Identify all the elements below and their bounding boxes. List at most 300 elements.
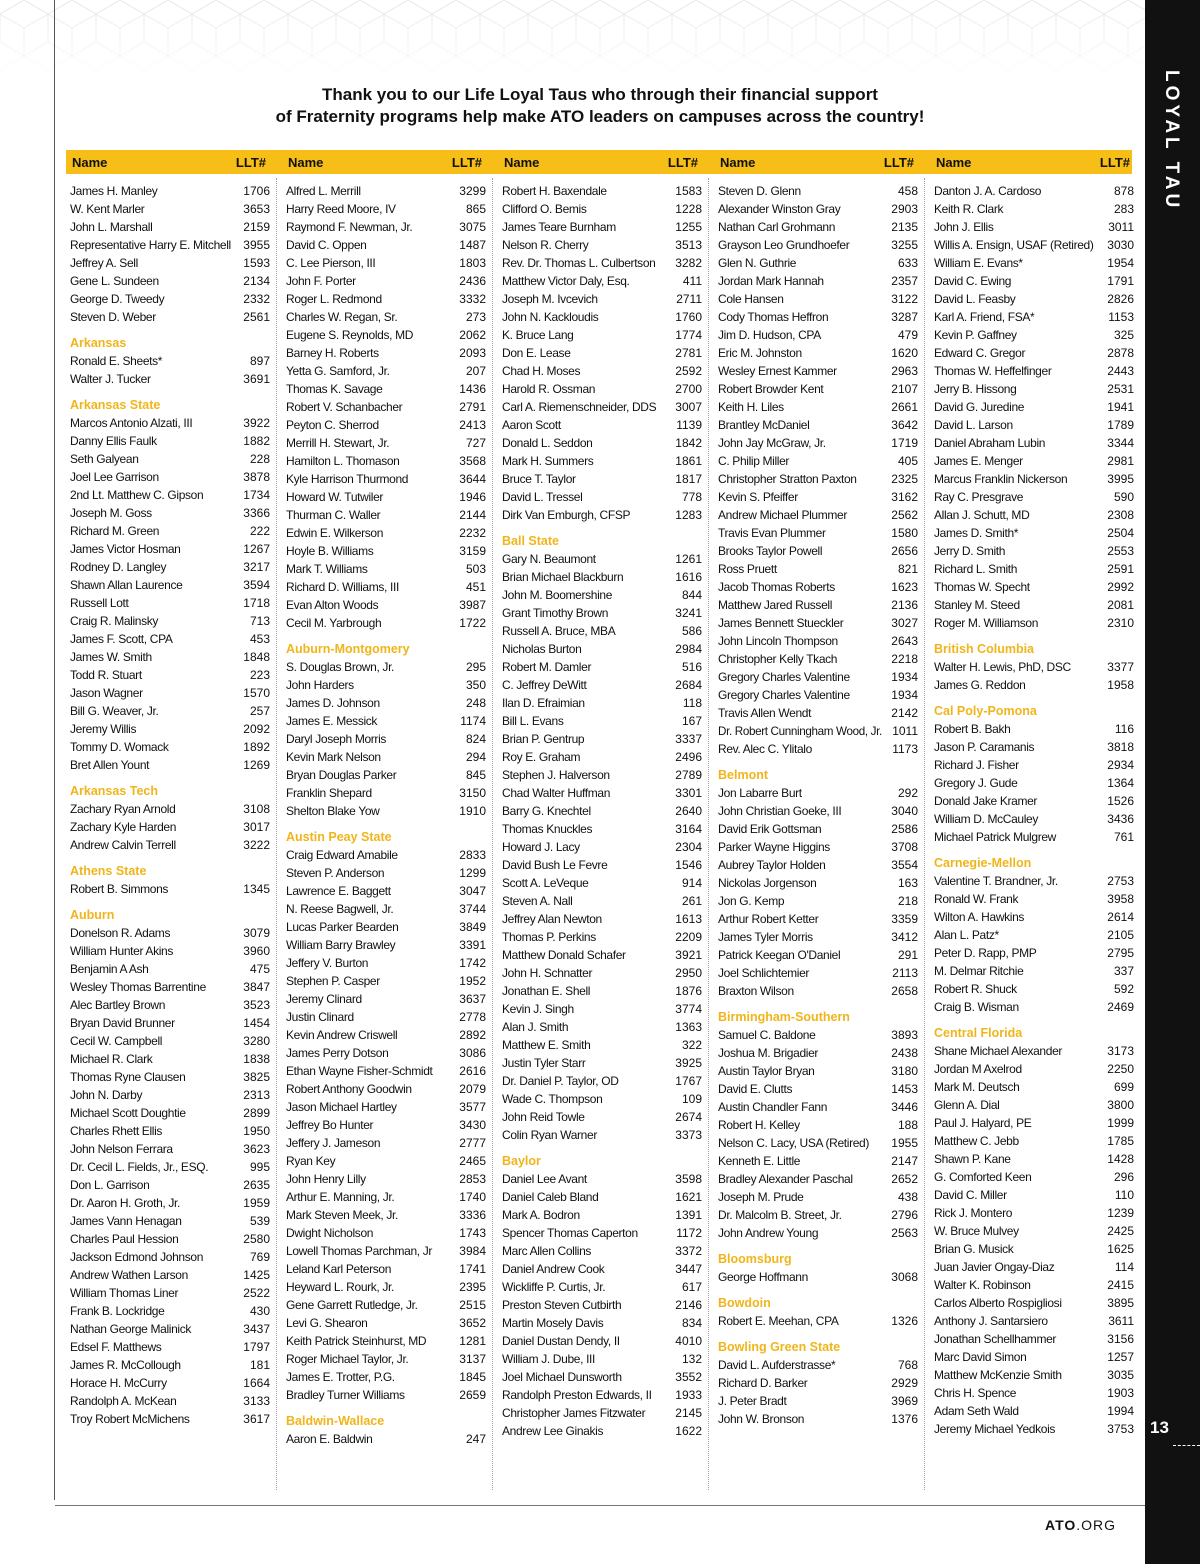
- member-name: Joseph M. Prude: [718, 1190, 804, 1204]
- llt-number: 1950: [243, 1124, 270, 1138]
- member-name: Lucas Parker Bearden: [286, 920, 399, 934]
- member-name: Grayson Leo Grundhoefer: [718, 238, 850, 252]
- member-name: Mark T. Williams: [286, 562, 368, 576]
- chapter-heading: Baylor: [502, 1154, 541, 1168]
- llt-number: 3180: [891, 1064, 918, 1078]
- member-row: [66, 1086, 272, 1104]
- llt-number: 2553: [1107, 544, 1134, 558]
- llt-number: 1706: [243, 184, 270, 198]
- member-row: [930, 416, 1136, 434]
- member-name: Robert E. Meehan, CPA: [718, 1314, 839, 1328]
- member-row: [282, 290, 488, 308]
- llt-number: 350: [465, 678, 486, 692]
- member-row: [498, 1260, 704, 1278]
- llt-number: 167: [681, 714, 702, 728]
- llt-number: 3708: [891, 840, 918, 854]
- member-row: [498, 730, 704, 748]
- member-row: [282, 1242, 488, 1260]
- llt-number: 2531: [1107, 382, 1134, 396]
- member-row: [282, 1368, 488, 1386]
- member-name: Daniel Andrew Cook: [502, 1262, 605, 1276]
- member-name: Jerry B. Hissong: [934, 382, 1017, 396]
- member-name: Bradley Alexander Paschal: [718, 1172, 853, 1186]
- name-header: Name: [72, 154, 108, 170]
- member-row: [930, 998, 1136, 1016]
- llt-number: 821: [897, 562, 918, 576]
- member-name: Yetta G. Samford, Jr.: [286, 364, 390, 378]
- llt-number: 3818: [1107, 740, 1134, 754]
- member-row: [714, 326, 920, 344]
- llt-number: 3373: [675, 1128, 702, 1142]
- llt-number: 3878: [243, 470, 270, 484]
- llt-number: 1526: [1107, 794, 1134, 808]
- member-row: [714, 1152, 920, 1170]
- llt-number: 2134: [243, 274, 270, 288]
- llt-number: 1428: [1107, 1152, 1134, 1166]
- llt-number: 1453: [891, 1082, 918, 1096]
- member-row: [66, 1176, 272, 1194]
- llt-number: 2795: [1107, 946, 1134, 960]
- llt-number: 3217: [243, 560, 270, 574]
- member-name: James D. Johnson: [286, 696, 380, 710]
- column-4: [714, 150, 920, 1428]
- member-name: Chad H. Moses: [502, 364, 581, 378]
- member-row: [930, 578, 1136, 596]
- member-row: [930, 470, 1136, 488]
- member-row: [498, 380, 704, 398]
- member-row: [714, 1312, 920, 1330]
- chapter-heading: Bowling Green State: [718, 1340, 841, 1354]
- member-row: [498, 712, 704, 730]
- llt-number: 1546: [675, 858, 702, 872]
- llt-number: 2833: [459, 848, 486, 862]
- member-name: James H. Manley: [70, 184, 158, 198]
- llt-number: 1593: [243, 256, 270, 270]
- member-name: Daniel Lee Avant: [502, 1172, 587, 1186]
- member-name: Wesley Ernest Kammer: [718, 364, 837, 378]
- llt-number: 3150: [459, 786, 486, 800]
- member-name: Daniel Dustan Dendy, II: [502, 1334, 620, 1348]
- member-name: James F. Scott, CPA: [70, 632, 173, 646]
- member-name: Jeremy Clinard: [286, 992, 362, 1006]
- member-row: [714, 560, 920, 578]
- member-name: Robert B. Simmons: [70, 882, 169, 896]
- member-row: [498, 622, 704, 640]
- member-row: [66, 1248, 272, 1266]
- member-row: [714, 254, 920, 272]
- member-name: 2nd Lt. Matthew C. Gipson: [70, 488, 204, 502]
- llt-number: 1817: [675, 472, 702, 486]
- member-row: [930, 944, 1136, 962]
- llt-number: 2209: [675, 930, 702, 944]
- member-row: [66, 576, 272, 594]
- llt-number: 3523: [243, 998, 270, 1012]
- member-name: David L. Feasby: [934, 292, 1016, 306]
- member-row: [66, 1410, 272, 1428]
- member-name: Nelson C. Lacy, USA (Retired): [718, 1136, 870, 1150]
- member-name: Ilan D. Efraimian: [502, 696, 585, 710]
- llt-number: 438: [897, 1190, 918, 1204]
- llt-number: 3995: [1107, 472, 1134, 486]
- member-name: Daryl Joseph Morris: [286, 732, 387, 746]
- member-name: Nathan Carl Grohmann: [718, 220, 836, 234]
- member-name: Dr. Cecil L. Fields, Jr., ESQ.: [70, 1160, 209, 1174]
- member-name: Peyton C. Sherrod: [286, 418, 379, 432]
- member-row: [282, 218, 488, 236]
- member-name: Edwin E. Wilkerson: [286, 526, 384, 540]
- member-row: [498, 506, 704, 524]
- member-row: [66, 272, 272, 290]
- member-name: Jonathan E. Shell: [502, 984, 591, 998]
- member-name: John N. Kackloudis: [502, 310, 599, 324]
- llt-number: 228: [249, 452, 270, 466]
- member-row: [282, 1188, 488, 1206]
- member-name: Craig R. Malinsky: [70, 614, 159, 628]
- chapter-heading: Carnegie-Mellon: [934, 856, 1032, 870]
- member-row: [930, 720, 1136, 738]
- member-row: [498, 748, 704, 766]
- member-name: Raymond F. Newman, Jr.: [286, 220, 413, 234]
- llt-number: 475: [249, 962, 270, 976]
- member-name: John F. Porter: [286, 274, 356, 288]
- llt-number: 222: [249, 524, 270, 538]
- member-name: Aaron Scott: [502, 418, 561, 432]
- member-row: [498, 362, 704, 380]
- llt-number: 2332: [243, 292, 270, 306]
- member-row: [714, 650, 920, 668]
- column-header: [714, 150, 920, 174]
- member-row: [66, 236, 272, 254]
- member-row: [282, 452, 488, 470]
- llt-number: 1299: [459, 866, 486, 880]
- llt-number: 3652: [459, 1316, 486, 1330]
- member-row: [498, 1296, 704, 1314]
- member-row: [282, 658, 488, 676]
- member-row: [498, 1072, 704, 1090]
- member-row: [498, 398, 704, 416]
- member-name: Dwight Nicholson: [286, 1226, 374, 1240]
- member-row: [714, 344, 920, 362]
- member-name: Grant Timothy Brown: [502, 606, 609, 620]
- member-name: Jeffery J. Jameson: [286, 1136, 381, 1150]
- member-name: Jeremy Willis: [70, 722, 137, 736]
- llt-number: 163: [897, 876, 918, 890]
- member-row: [714, 272, 920, 290]
- member-row: [282, 766, 488, 784]
- llt-number: 2145: [675, 1406, 702, 1420]
- member-row: [66, 648, 272, 666]
- member-row: [498, 272, 704, 290]
- llt-number: 2992: [1107, 580, 1134, 594]
- llt-number: 1363: [675, 1020, 702, 1034]
- member-row: [66, 666, 272, 684]
- llt-number: 2778: [459, 1010, 486, 1024]
- llt-number: 2425: [1107, 1224, 1134, 1238]
- llt-number: 1785: [1107, 1134, 1134, 1148]
- llt-number: 516: [681, 660, 702, 674]
- member-name: John Henry Lilly: [286, 1172, 366, 1186]
- llt-number: 2903: [891, 202, 918, 216]
- llt-number: 3366: [243, 506, 270, 520]
- llt-number: 1454: [243, 1016, 270, 1030]
- llt-number: 3642: [891, 418, 918, 432]
- member-name: J. Peter Bradt: [718, 1394, 787, 1408]
- member-name: M. Delmar Ritchie: [934, 964, 1024, 978]
- member-row: [282, 1350, 488, 1368]
- llt-number: 3047: [459, 884, 486, 898]
- member-row: [282, 524, 488, 542]
- chapter-heading: Arkansas Tech: [70, 784, 159, 798]
- member-name: Justin Clinard: [286, 1010, 354, 1024]
- llt-number: 110: [1114, 1188, 1134, 1202]
- member-row: [66, 1194, 272, 1212]
- member-name: Cecil M. Yarbrough: [286, 616, 382, 630]
- member-row: [282, 578, 488, 596]
- llt-number: 995: [249, 1160, 270, 1174]
- member-name: Jim D. Hudson, CPA: [718, 328, 821, 342]
- llt-number: 1861: [675, 454, 702, 468]
- member-row: [930, 488, 1136, 506]
- llt-number: 2413: [459, 418, 486, 432]
- member-name: Andrew Wathen Larson: [70, 1268, 188, 1282]
- member-row: [714, 704, 920, 722]
- member-row: [282, 470, 488, 488]
- llt-number: 2465: [459, 1154, 486, 1168]
- llt-number: 592: [1113, 982, 1134, 996]
- member-name: Joseph M. Ivcevich: [502, 292, 598, 306]
- llt-number: 897: [249, 354, 270, 368]
- member-name: Austin Taylor Bryan: [718, 1064, 815, 1078]
- member-row: [930, 738, 1136, 756]
- llt-number: 1257: [1107, 1350, 1134, 1364]
- member-name: Parker Wayne Higgins: [718, 840, 830, 854]
- llt-number: 292: [897, 786, 918, 800]
- llt-number: 1583: [675, 184, 702, 198]
- member-name: Carlos Alberto Rospigliosi: [934, 1296, 1062, 1310]
- member-row: [714, 290, 920, 308]
- member-name: Robert H. Kelley: [718, 1118, 800, 1132]
- member-name: Brooks Taylor Powell: [718, 544, 823, 558]
- member-name: Stephen J. Halverson: [502, 768, 610, 782]
- member-row: [930, 1330, 1136, 1348]
- column-3: [498, 150, 704, 1440]
- member-name: James R. McCollough: [70, 1358, 181, 1372]
- llt-number: 3847: [243, 980, 270, 994]
- llt-number: 3332: [459, 292, 486, 306]
- member-name: Karl A. Friend, FSA*: [934, 310, 1035, 324]
- member-name: Jon Labarre Burt: [718, 786, 802, 800]
- member-row: [498, 784, 704, 802]
- member-name: John Harders: [286, 678, 354, 692]
- member-name: Nelson R. Cherry: [502, 238, 589, 252]
- chapter-heading: Athens State: [70, 864, 147, 878]
- member-row: [498, 1422, 704, 1440]
- llt-number: 3344: [1107, 436, 1134, 450]
- member-name: Jordan M Axelrod: [934, 1062, 1022, 1076]
- llt-number: 3027: [891, 616, 918, 630]
- member-row: [66, 1050, 272, 1068]
- member-row: [66, 996, 272, 1014]
- member-name: W. Bruce Mulvey: [934, 1224, 1019, 1238]
- member-name: Spencer Thomas Caperton: [502, 1226, 638, 1240]
- llt-number: 2504: [1107, 526, 1134, 540]
- member-name: Roy E. Graham: [502, 750, 581, 764]
- member-row: [930, 774, 1136, 792]
- member-row: [66, 352, 272, 370]
- llt-number: 451: [465, 580, 486, 594]
- llt-number: 1345: [243, 882, 270, 896]
- llt-number: 1172: [676, 1226, 702, 1240]
- member-row: [282, 362, 488, 380]
- llt-number: 3437: [243, 1322, 270, 1336]
- member-list: [66, 182, 272, 1428]
- member-name: Dr. Daniel P. Taylor, OD: [502, 1074, 619, 1088]
- member-row: [714, 1116, 920, 1134]
- llt-number: 1882: [243, 434, 270, 448]
- llt-number: 1842: [675, 436, 702, 450]
- member-row: [930, 1258, 1136, 1276]
- member-name: Adam Seth Wald: [934, 1404, 1019, 1418]
- member-row: [282, 1386, 488, 1404]
- member-name: Levi G. Shearon: [286, 1316, 368, 1330]
- llt-number: 3068: [891, 1270, 918, 1284]
- column-1: [66, 150, 272, 1428]
- llt-number: 1954: [1107, 256, 1134, 270]
- name-header: Name: [936, 154, 972, 170]
- llt-number: 2469: [1107, 1000, 1134, 1014]
- member-name: Dr. Aaron H. Groth, Jr.: [70, 1196, 180, 1210]
- column-header: [498, 150, 704, 174]
- member-name: Zachary Kyle Harden: [70, 820, 177, 834]
- chapter-heading: Auburn: [70, 908, 115, 922]
- headline-line-1: Thank you to our Life Loyal Taus who through their financial support: [322, 85, 878, 104]
- llt-number: 1774: [675, 328, 702, 342]
- member-name: Michael Patrick Mulgrew: [934, 830, 1056, 844]
- llt-number: 1580: [891, 526, 918, 540]
- llt-number: 3987: [459, 598, 486, 612]
- member-name: James D. Smith*: [934, 526, 1019, 540]
- llt-number: 3086: [459, 1046, 486, 1060]
- member-row: [930, 614, 1136, 632]
- member-name: Charles Paul Hession: [70, 1232, 179, 1246]
- member-row: [66, 1320, 272, 1338]
- llt-number: 3825: [243, 1070, 270, 1084]
- member-name: James Victor Hosman: [70, 542, 181, 556]
- member-name: Alexander Winston Gray: [718, 202, 841, 216]
- member-row: [498, 658, 704, 676]
- column-separator: [924, 178, 925, 1490]
- llt-number: 1903: [1107, 1386, 1134, 1400]
- member-row: [930, 362, 1136, 380]
- member-row: [930, 380, 1136, 398]
- llt-number: 223: [249, 668, 270, 682]
- left-margin-line: [54, 0, 55, 1500]
- llt-number: 761: [1113, 830, 1134, 844]
- llt-number: 1011: [892, 724, 918, 738]
- member-name: Cole Hansen: [718, 292, 784, 306]
- llt-number: 405: [897, 454, 918, 468]
- member-name: Nicholas Burton: [502, 642, 582, 656]
- llt-number: 247: [465, 1432, 486, 1446]
- member-row: [66, 1338, 272, 1356]
- member-name: Aubrey Taylor Holden: [718, 858, 826, 872]
- member-row: [714, 838, 920, 856]
- member-name: David C. Oppen: [286, 238, 367, 252]
- llt-number: 3108: [243, 802, 270, 816]
- member-name: Russell A. Bruce, MBA: [502, 624, 616, 638]
- member-row: [498, 254, 704, 272]
- llt-number: 1376: [891, 1412, 918, 1426]
- member-row: [498, 820, 704, 838]
- member-name: Eric M. Johnston: [718, 346, 802, 360]
- llt-number: 3079: [243, 926, 270, 940]
- llt-number: 3447: [675, 1262, 702, 1276]
- member-name: Bryan Douglas Parker: [286, 768, 397, 782]
- llt-number: 1267: [243, 542, 270, 556]
- llt-number: 3430: [459, 1118, 486, 1132]
- llt-number: 1994: [1107, 1404, 1134, 1418]
- member-name: Frank B. Lockridge: [70, 1304, 165, 1318]
- llt-number: 3653: [243, 202, 270, 216]
- member-name: Gregory Charles Valentine: [718, 688, 850, 702]
- llt-number: 617: [681, 1280, 702, 1294]
- llt-number: 3372: [675, 1244, 702, 1258]
- member-row: [282, 1296, 488, 1314]
- llt-number: 1622: [675, 1424, 702, 1438]
- chapter-heading: Auburn-Montgomery: [286, 642, 410, 656]
- member-row: [714, 614, 920, 632]
- llt-number: 3156: [1107, 1332, 1134, 1346]
- member-name: David L. Tressel: [502, 490, 583, 504]
- member-name: Brian G. Musick: [934, 1242, 1014, 1256]
- member-name: Eugene S. Reynolds, MD: [286, 328, 414, 342]
- llt-number: 2081: [1107, 598, 1134, 612]
- member-name: Rick J. Montero: [934, 1206, 1013, 1220]
- member-row: [498, 910, 704, 928]
- llt-number: 2658: [891, 984, 918, 998]
- member-name: James Perry Dotson: [286, 1046, 389, 1060]
- llt-number: 2899: [243, 1106, 270, 1120]
- member-name: Rev. Alec C. Ylitalo: [718, 742, 812, 756]
- llt-number: 2079: [459, 1082, 486, 1096]
- chapter-heading: Bloomsburg: [718, 1252, 792, 1266]
- member-name: Alfred L. Merrill: [286, 184, 361, 198]
- footer-rule: [55, 1505, 1145, 1506]
- llt-number: 207: [465, 364, 486, 378]
- llt-number: 1952: [459, 974, 486, 988]
- llt-number: 1742: [459, 956, 486, 970]
- member-name: Joel Lee Garrison: [70, 470, 159, 484]
- member-row: [930, 344, 1136, 362]
- member-row: [66, 612, 272, 630]
- llt-number: 768: [897, 1358, 918, 1372]
- member-name: Wickliffe P. Curtis, Jr.: [502, 1280, 606, 1294]
- member-name: William D. McCauley: [934, 812, 1039, 826]
- llt-number: 2984: [675, 642, 702, 656]
- member-name: Cody Thomas Heffron: [718, 310, 829, 324]
- member-name: Gary N. Beaumont: [502, 552, 596, 566]
- llt-number: 3436: [1107, 812, 1134, 826]
- member-row: [282, 308, 488, 326]
- member-name: W. Kent Marler: [70, 202, 145, 216]
- llt-number: 3577: [459, 1100, 486, 1114]
- member-name: Michael Scott Doughtie: [70, 1106, 186, 1120]
- member-name: Braxton Wilson: [718, 984, 794, 998]
- member-row: [66, 1356, 272, 1374]
- member-row: [282, 676, 488, 694]
- member-name: Alan L. Patz*: [934, 928, 999, 942]
- member-name: Steven P. Anderson: [286, 866, 385, 880]
